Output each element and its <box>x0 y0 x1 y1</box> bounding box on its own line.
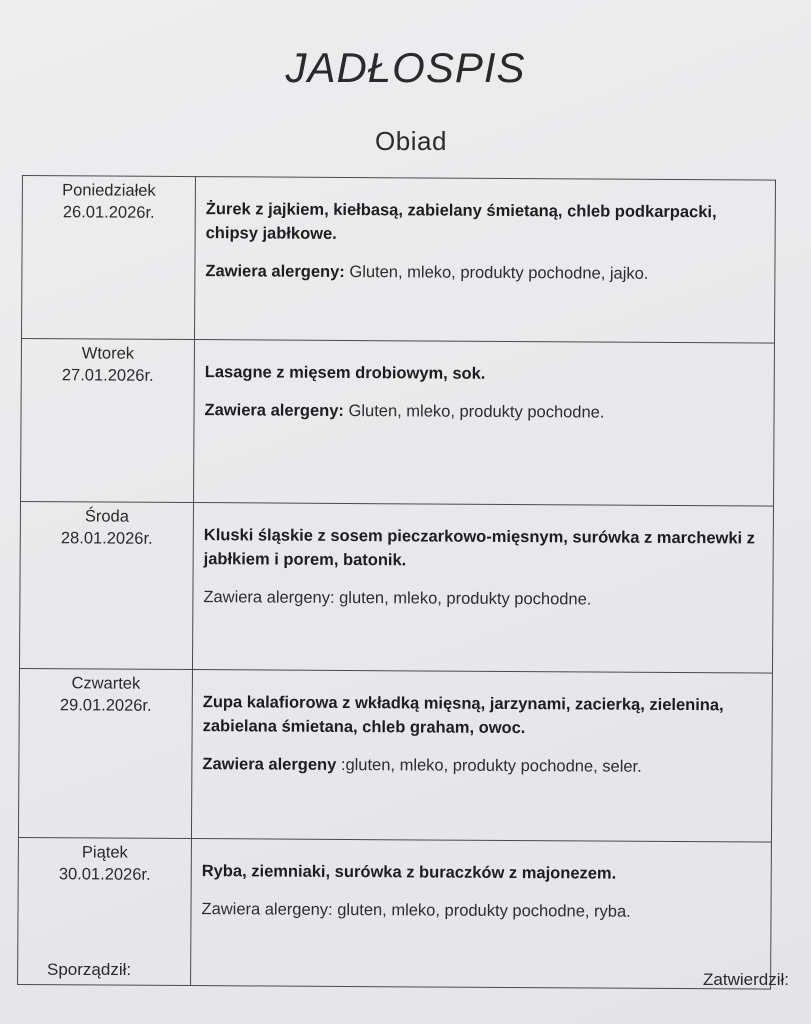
day-name: Czwartek <box>71 674 141 693</box>
dish-text: Żurek z jajkiem, kiełbasą, zabielany śmietaną, chleb podkarpacki, chipsy jabłkowe. <box>205 200 717 243</box>
allergens-label: Zawiera alergeny: <box>204 401 345 420</box>
meal-cell <box>194 177 775 344</box>
page-subtitle: Obiad <box>375 126 447 156</box>
day-name: Piątek <box>81 843 128 862</box>
allergens-label: Zawiera alergeny <box>202 755 337 774</box>
page-title: JADŁOSPIS <box>285 44 526 91</box>
day-name: Wtorek <box>81 344 135 363</box>
day-cell <box>21 339 195 503</box>
allergens-list: Gluten, mleko, produkty pochodne. <box>343 401 605 422</box>
meal-cell <box>194 340 775 507</box>
allergens-list: gluten, mleko, produkty pochodne. <box>334 588 592 609</box>
allergens-line <box>205 259 764 286</box>
day-date: 27.01.2026r. <box>61 366 154 385</box>
table-row <box>22 176 776 344</box>
prepared-by-label: Sporządził: <box>47 960 132 979</box>
meal-cell <box>192 503 773 674</box>
table-row <box>19 501 773 673</box>
allergens-list: Gluten, mleko, produkty pochodne, jajko. <box>344 262 649 283</box>
meal-cell <box>191 839 772 990</box>
dish-text: Ryba, ziemniaki, surówka z buraczków z majonezem. <box>201 862 617 883</box>
day-date: 30.01.2026r. <box>58 865 151 884</box>
table-row <box>18 668 772 842</box>
table-row <box>21 339 775 507</box>
day-name: Poniedziałek <box>62 181 156 200</box>
allergens-label: Zawiera alergeny: <box>205 262 345 281</box>
approved-by-label: Zatwierdził: <box>703 970 789 989</box>
day-cell <box>22 176 196 340</box>
dish-text: Kluski śląskie z sosem pieczarkowo-mięsnym, surówka z marchewki z jabłkiem i porem, batonik. <box>203 526 756 570</box>
allergens-line <box>203 585 762 612</box>
day-name: Środa <box>84 507 129 526</box>
allergens-line <box>204 398 763 425</box>
dish-text: Lasagne z mięsem drobiowym, sok. <box>204 363 486 383</box>
meal-cell <box>191 670 772 843</box>
menu-table <box>17 175 776 990</box>
allergens-label: Zawiera alergeny: <box>203 588 335 607</box>
allergens-list: :gluten, mleko, produkty pochodne, seler. <box>336 755 642 776</box>
allergens-line <box>202 752 761 779</box>
day-cell <box>19 501 193 669</box>
allergens-list: gluten, mleko, produkty pochodne, ryba. <box>332 900 631 921</box>
allergens-label: Zawiera alergeny: <box>201 900 333 919</box>
allergens-line <box>201 897 760 924</box>
day-date: 26.01.2026r. <box>62 203 155 222</box>
dish-text: Zupa kalafiorowa z wkładką mięsną, jarzynami, zacierką, zielenina, zabielana śmietana, chleb graham, owoc. <box>202 693 724 738</box>
day-date: 28.01.2026r. <box>60 529 153 548</box>
day-cell <box>18 668 192 838</box>
day-date: 29.01.2026r. <box>59 696 152 715</box>
